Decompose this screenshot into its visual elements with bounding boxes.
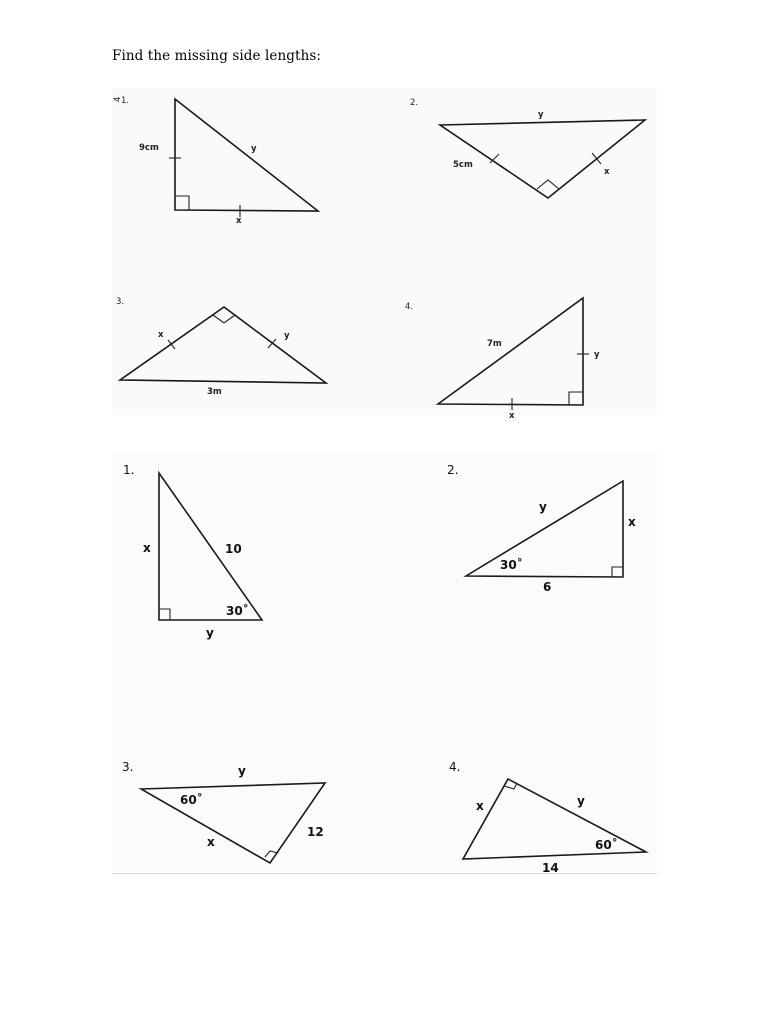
problem-1-set-2 xyxy=(123,463,262,640)
page-title: Find the missing side lengths: xyxy=(112,48,322,64)
hypotenuse-label: y xyxy=(251,144,257,154)
problem-4-set-1 xyxy=(405,298,600,421)
problem-2-set-1 xyxy=(410,98,645,198)
side-label: 9cm xyxy=(139,143,159,153)
problem-3-set-1 xyxy=(116,297,326,397)
base-label: 6 xyxy=(543,580,552,594)
angle-label: 60˚ xyxy=(180,793,203,807)
problem-2-set-2 xyxy=(447,463,636,594)
right-side-label: 12 xyxy=(307,825,324,839)
hypotenuse-label: 7m xyxy=(487,339,502,349)
side-label: y xyxy=(594,350,600,360)
right-triangle xyxy=(120,307,326,383)
right-triangle xyxy=(438,298,583,405)
problem-number: 4. xyxy=(449,760,461,774)
right-label: y xyxy=(577,794,585,808)
right-label: y xyxy=(284,331,290,341)
angle-label: 30˚ xyxy=(226,604,249,618)
left-label: x xyxy=(476,799,484,813)
top-label: y xyxy=(238,764,246,778)
problem-number: 4. xyxy=(405,302,414,312)
hypotenuse-label: 10 xyxy=(225,542,242,556)
problem-number: 3. xyxy=(116,297,125,307)
hypotenuse-label: y xyxy=(539,500,547,514)
base-label: y xyxy=(206,626,214,640)
problem-number: 3. xyxy=(122,760,134,774)
base-label: x xyxy=(236,216,242,226)
right-angle-marker xyxy=(569,392,583,405)
problem-number: 2. xyxy=(447,463,459,477)
leg-label: x xyxy=(207,835,215,849)
base-label: 3m xyxy=(207,387,222,397)
vertical-side-label: x xyxy=(628,515,636,529)
right-angle-marker xyxy=(537,180,559,189)
left-label: 5cm xyxy=(453,160,473,170)
problem-number: 1. xyxy=(123,463,135,477)
right-angle-marker xyxy=(175,196,189,210)
problem-4-set-2 xyxy=(449,760,646,875)
right-triangle xyxy=(466,481,623,577)
vertical-side-label: x xyxy=(143,541,151,555)
right-label: x xyxy=(604,167,610,177)
problem-number: 2. xyxy=(410,98,419,108)
right-triangle xyxy=(159,473,262,620)
base-label: x xyxy=(509,411,515,421)
stray-mark: 4 xyxy=(113,96,123,102)
problem-3-set-2 xyxy=(122,760,325,863)
right-triangle xyxy=(463,779,646,859)
angle-label: 60˚ xyxy=(595,838,618,852)
angle-label: 30˚ xyxy=(500,558,523,572)
problem-1-set-1 xyxy=(113,96,318,226)
right-angle-marker xyxy=(159,609,170,620)
right-angle-marker xyxy=(612,567,623,577)
right-triangle xyxy=(175,99,318,211)
right-angle-marker xyxy=(213,315,235,323)
left-label: x xyxy=(158,330,164,340)
base-label: 14 xyxy=(542,861,559,875)
top-label: y xyxy=(538,110,544,120)
right-triangle xyxy=(141,783,325,863)
problem-number: 1. xyxy=(121,96,130,106)
right-triangle xyxy=(440,120,645,198)
